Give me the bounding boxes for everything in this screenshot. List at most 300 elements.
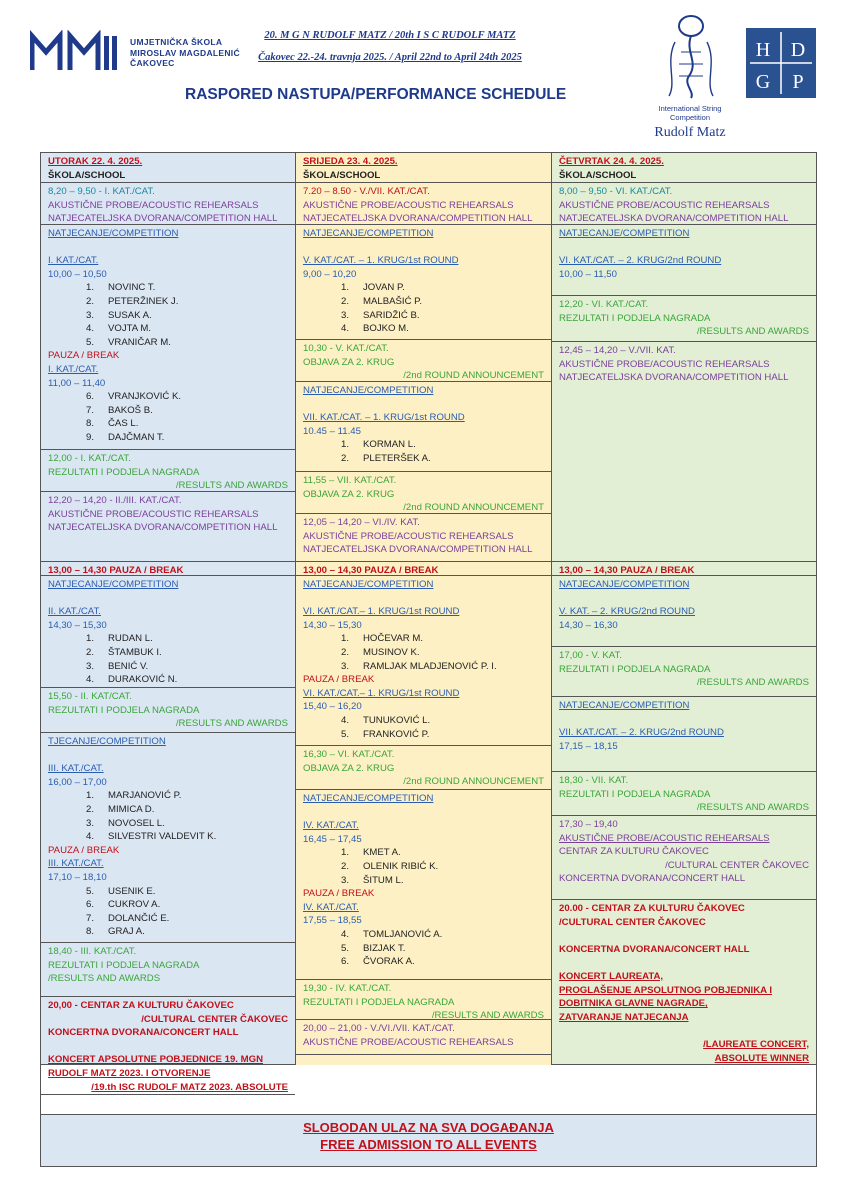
competition-name: Rudolf Matz xyxy=(654,125,726,140)
performer-entry xyxy=(48,660,288,674)
performer-entry xyxy=(48,309,288,323)
performer-number: 1. xyxy=(340,633,349,645)
schedule-line: KONCERTNA DVORANA/CONCERT HALL xyxy=(559,873,746,885)
hdgp-letter: D xyxy=(790,39,806,61)
spacer xyxy=(48,1040,288,1054)
schedule-cell xyxy=(41,688,295,733)
performer-number: 6. xyxy=(340,956,349,968)
schedule-line: 13,00 – 14,30 PAUZA / BREAK xyxy=(303,565,439,576)
performer-entry xyxy=(48,830,288,844)
schedule-line: 13,00 – 14,30 PAUZA / BREAK xyxy=(48,565,184,576)
schedule-line: 18,30 - VII. KAT. xyxy=(559,775,629,786)
schedule-line: NATJECANJE/COMPETITION xyxy=(48,228,179,239)
schedule-line: 16,00 – 17,00 xyxy=(48,776,107,788)
schedule-line: NATJECANJE/COMPETITION xyxy=(303,385,434,396)
schedule-line: /RESULTS AND AWARDS xyxy=(696,802,809,814)
performer-number: 1. xyxy=(340,847,349,859)
performer-entry xyxy=(303,309,544,323)
performer-entry xyxy=(48,632,288,646)
performer-number: 4. xyxy=(85,674,94,686)
schedule-cell xyxy=(41,943,295,997)
performer-entry xyxy=(303,714,544,728)
schedule-line: 15,40 – 16,20 xyxy=(303,701,362,713)
schedule-line: KONCERT APSOLUTNE POBJEDNICE 19. MGN xyxy=(48,1054,263,1065)
day-column-tuesday xyxy=(41,153,296,1093)
performer-entry xyxy=(303,660,544,674)
schedule-line: V. KAT. – 2. KRUG/2nd ROUND xyxy=(559,606,695,618)
performer-entry xyxy=(48,817,288,831)
performer-number: 3. xyxy=(340,660,349,672)
performer-entry xyxy=(48,912,288,926)
performer-entry xyxy=(48,885,288,899)
spacer xyxy=(303,806,544,820)
schedule-line: 18,40 - III. KAT./CAT. xyxy=(48,946,137,957)
schedule-cell xyxy=(41,450,295,492)
schedule-line: RUDOLF MATZ 2023. I OTVORENJE xyxy=(48,1068,211,1079)
performer-name: JOVAN P. xyxy=(363,282,405,294)
performer-number: 2. xyxy=(85,646,94,658)
spacer xyxy=(559,929,809,943)
school-logo xyxy=(30,30,125,72)
performer-number: 6. xyxy=(85,391,94,403)
schedule-cell xyxy=(552,816,816,900)
performer-name: HOČEVAR M. xyxy=(363,633,424,645)
schedule-line: KONCERTNA DVORANA/CONCERT HALL xyxy=(559,943,750,955)
schedule-line: 12,20 - VI. KAT./CAT. xyxy=(559,299,649,310)
performer-entry xyxy=(48,295,288,309)
schedule-line: 17,30 – 19,40 xyxy=(559,819,618,830)
schedule-line: REZULTATI I PODJELA NAGRADA xyxy=(48,466,200,478)
schedule-line: 12,20 – 14,20 - II./III. KAT./CAT. xyxy=(48,495,182,506)
schedule-cell xyxy=(41,576,295,688)
performer-name: TUNUKOVIĆ L. xyxy=(363,714,431,726)
spacer xyxy=(48,241,288,255)
performer-name: BENIĆ V. xyxy=(108,660,149,672)
schedule-cell xyxy=(296,562,551,576)
schedule-line: NATJECANJE/COMPETITION xyxy=(559,228,690,239)
performer-name: GRAJ A. xyxy=(108,926,145,938)
schedule-line: NATJECANJE/COMPETITION xyxy=(559,579,690,590)
schedule-line: NATJECATELJSKA DVORANA/COMPETITION HALL xyxy=(48,213,278,225)
schedule-line: OBJAVA ZA 2. KRUG xyxy=(303,488,395,500)
competition-subtitle xyxy=(640,104,740,122)
schedule-line: 16,30 – VI. KAT./CAT. xyxy=(303,749,395,760)
schedule-line: PAUZA / BREAK xyxy=(48,350,120,362)
schedule-line: 17,00 - V. KAT. xyxy=(559,650,622,661)
schedule-line: II. KAT./CAT. xyxy=(48,606,101,618)
schedule-cell xyxy=(296,153,551,183)
schedule-line: ZATVARANJE NATJECANJA xyxy=(559,1011,689,1023)
performer-number: 7. xyxy=(85,404,94,416)
schedule-line: ŠKOLA/SCHOOL xyxy=(303,169,381,181)
schedule-line: CENTAR ZA KULTURU ČAKOVEC xyxy=(559,846,709,858)
day-column-thursday xyxy=(552,153,816,1065)
schedule-line: I. KAT./CAT. xyxy=(48,363,99,375)
schedule-line: 20.00 - CENTAR ZA KULTURU ČAKOVEC xyxy=(559,903,745,914)
schedule-cell xyxy=(552,576,816,647)
schedule-line: /RESULTS AND AWARDS xyxy=(175,480,288,492)
schedule-line: VI. KAT./CAT.– 1. KRUG/1st ROUND xyxy=(303,687,460,699)
schedule-line: 14,30 – 15,30 xyxy=(48,619,107,631)
performer-entry xyxy=(48,925,288,939)
performer-entry xyxy=(303,646,544,660)
schedule-line: /19.th ISC RUDOLF MATZ 2023. ABSOLUTE xyxy=(91,1081,288,1093)
performer-name: TOMLJANOVIĆ A. xyxy=(363,928,443,940)
schedule-line: V. KAT./CAT. – 1. KRUG/1st ROUND xyxy=(303,255,459,267)
schedule-line: 19,30 - IV. KAT./CAT. xyxy=(303,983,392,994)
schedule-line: REZULTATI I PODJELA NAGRADA xyxy=(559,663,711,675)
schedule-line: 10,00 – 10,50 xyxy=(48,268,107,280)
performer-number: 3. xyxy=(85,817,94,829)
performer-name: MIMICA D. xyxy=(108,803,155,815)
performer-number: 2. xyxy=(340,646,349,658)
performer-entry xyxy=(303,452,544,466)
schedule-cell xyxy=(296,746,551,790)
performer-number: 1. xyxy=(340,282,349,294)
performer-entry xyxy=(303,295,544,309)
schedule-line: REZULTATI I PODJELA NAGRADA xyxy=(559,312,711,324)
schedule-line: AKUSTIČNE PROBE/ACOUSTIC REHEARSALS xyxy=(303,530,514,542)
performer-entry xyxy=(303,281,544,295)
schedule-line: 12,45 – 14,20 – V./VII. KAT. xyxy=(559,345,676,356)
performer-number: 6. xyxy=(85,899,94,911)
performer-number: 5. xyxy=(85,885,94,897)
performer-number: 5. xyxy=(340,728,349,740)
schedule-line: 8,20 – 9,50 - I. KAT./CAT. xyxy=(48,186,155,197)
event-heading xyxy=(240,30,540,74)
schedule-line: NATJECATELJSKA DVORANA/COMPETITION HALL xyxy=(559,372,789,384)
schedule-line: /2nd ROUND ANNOUNCEMENT xyxy=(403,776,544,788)
schedule-cell xyxy=(41,225,295,450)
schedule-line: REZULTATI I PODJELA NAGRADA xyxy=(303,996,455,1008)
schedule-line: 11,00 – 11,40 xyxy=(48,377,106,389)
performer-entry xyxy=(48,646,288,660)
schedule-line: KONCERTNA DVORANA/CONCERT HALL xyxy=(48,1027,239,1039)
schedule-line: NATJECANJE/COMPETITION xyxy=(559,700,690,711)
schedule-line: /RESULTS AND AWARDS xyxy=(696,677,809,689)
competition-logo xyxy=(640,12,740,147)
schedule-line: NATJECATELJSKA DVORANA/COMPETITION HALL xyxy=(303,544,533,556)
schedule-line: NATJECANJE/COMPETITION xyxy=(303,228,434,239)
spacer xyxy=(559,1024,809,1038)
performer-name: DAJČMAN T. xyxy=(108,431,165,443)
schedule-line: IV. KAT./CAT. xyxy=(303,820,359,832)
schedule-line: 17,55 – 18,55 xyxy=(303,915,362,927)
performer-entry xyxy=(303,728,544,742)
schedule-line: /RESULTS AND AWARDS xyxy=(48,973,161,985)
performer-name: VRANJKOVIĆ K. xyxy=(108,391,182,403)
school-name-line: UMJETNIČKA ŠKOLA xyxy=(130,37,223,47)
performer-name: MARJANOVIĆ P. xyxy=(108,790,182,802)
schedule-line: 17,10 – 18,10 xyxy=(48,871,107,883)
schedule-cell xyxy=(296,472,551,514)
page-title: RASPORED NASTUPA/PERFORMANCE SCHEDULE xyxy=(185,86,567,103)
schedule-line: OBJAVA ZA 2. KRUG xyxy=(303,356,395,368)
free-admission-line: FREE ADMISSION TO ALL EVENTS xyxy=(320,1137,537,1152)
schedule-line: REZULTATI I PODJELA NAGRADA xyxy=(559,788,711,800)
schedule-cell xyxy=(552,647,816,697)
performer-number: 4. xyxy=(340,928,349,940)
performer-number: 2. xyxy=(340,295,349,307)
performer-entry xyxy=(48,898,288,912)
schedule-line: 9,00 – 10,20 xyxy=(303,268,357,280)
performer-entry xyxy=(303,874,544,888)
day-column-wednesday xyxy=(296,153,552,1065)
schedule-line: UTORAK 22. 4. 2025. xyxy=(48,156,143,167)
performer-name: BAKOŠ B. xyxy=(108,404,153,416)
schedule-line: III. KAT./CAT. xyxy=(48,858,104,870)
schedule-line: NATJECATELJSKA DVORANA/COMPETITION HALL xyxy=(559,213,789,225)
schedule-line: /2nd ROUND ANNOUNCEMENT xyxy=(403,502,544,514)
schedule-line: NATJECATELJSKA DVORANA/COMPETITION HALL xyxy=(48,522,278,534)
schedule-line: /CULTURAL CENTER ČAKOVEC xyxy=(665,859,809,871)
schedule-line: PROGLAŠENJE APSOLUTNOG POBJEDNIKA I xyxy=(559,984,773,996)
spacer xyxy=(303,592,544,606)
performer-number: 3. xyxy=(340,309,349,321)
performer-number: 5. xyxy=(340,942,349,954)
schedule-line: PAUZA / BREAK xyxy=(303,888,375,900)
performer-entry xyxy=(48,281,288,295)
performer-name: BOJKO M. xyxy=(363,323,409,335)
performer-name: ČAS L. xyxy=(108,418,139,430)
schedule-line: III. KAT./CAT. xyxy=(48,763,104,775)
schedule-line: 10.45 – 11.45 xyxy=(303,425,361,437)
schedule-cell xyxy=(296,183,551,225)
event-title: 20. M G N RUDOLF MATZ / 20th I S C RUDOLF MATZ xyxy=(264,30,516,41)
schedule-cell xyxy=(552,183,816,225)
schedule-cell xyxy=(41,492,295,562)
schedule-line: PAUZA / BREAK xyxy=(303,674,375,686)
schedule-line: REZULTATI I PODJELA NAGRADA xyxy=(48,704,200,716)
schedule-line: 7.20 – 8.50 - V./VII. KAT./CAT. xyxy=(303,186,430,197)
schedule-line: 20,00 - CENTAR ZA KULTURU ČAKOVEC xyxy=(48,1000,234,1011)
performer-number: 1. xyxy=(340,439,349,451)
performer-entry xyxy=(48,390,288,404)
schedule-line: AKUSTIČNE PROBE/ACOUSTIC REHEARSALS xyxy=(48,508,259,520)
competition-subtitle-line: Competition xyxy=(669,113,711,122)
schedule-line: /LAUREATE CONCERT, xyxy=(703,1038,809,1050)
schedule-cell xyxy=(552,296,816,342)
schedule-line: 14,30 – 15,30 xyxy=(303,619,362,631)
schedule-line: AKUSTIČNE PROBE/ACOUSTIC REHEARSALS xyxy=(559,199,770,211)
competition-subtitle-line: International String xyxy=(658,104,722,113)
schedule-cell xyxy=(41,562,295,576)
schedule-line: 16,45 – 17,45 xyxy=(303,833,362,845)
performer-entry xyxy=(303,928,544,942)
performer-name: KORMAN L. xyxy=(363,439,416,451)
schedule-line: VI. KAT./CAT.– 1. KRUG/1st ROUND xyxy=(303,606,460,618)
performer-name: FRANKOVIĆ P. xyxy=(363,728,430,740)
performer-entry xyxy=(303,955,544,969)
schedule-line: AKUSTIČNE PROBE/ACOUSTIC REHEARSALS xyxy=(48,199,259,211)
performer-name: USENIK E. xyxy=(108,885,156,897)
performer-entry xyxy=(48,417,288,431)
performer-name: NOVOSEL L. xyxy=(108,817,165,829)
hdgp-letter: H xyxy=(755,39,771,61)
performer-entry xyxy=(48,803,288,817)
schedule-line: /RESULTS AND AWARDS xyxy=(175,718,288,730)
spacer xyxy=(559,592,809,606)
performer-entry xyxy=(48,336,288,350)
schedule-cell xyxy=(552,697,816,772)
spacer xyxy=(303,398,544,412)
schedule-line: TJECANJE/COMPETITION xyxy=(48,736,166,747)
schedule-line: NATJECANJE/COMPETITION xyxy=(303,579,434,590)
performer-number: 9. xyxy=(85,431,94,443)
schedule-cell xyxy=(552,562,816,576)
performer-name: SUSAK A. xyxy=(108,309,152,321)
performer-number: 2. xyxy=(340,860,349,872)
schedule-line: /2nd ROUND ANNOUNCEMENT xyxy=(403,370,544,382)
schedule-cell xyxy=(552,342,816,562)
performer-name: ŠTAMBUK I. xyxy=(108,646,162,658)
violin-scroll-icon xyxy=(655,12,725,100)
performer-number: 4. xyxy=(340,714,349,726)
free-admission-banner xyxy=(41,1114,816,1166)
schedule-cell xyxy=(552,772,816,816)
schedule-line: KONCERT LAUREATA, xyxy=(559,970,664,982)
schedule-line: 20,00 – 21,00 - V./VI./VII. KAT./CAT. xyxy=(303,1023,455,1034)
schedule-line: NATJECANJE/COMPETITION xyxy=(48,579,179,590)
schedule-cell xyxy=(41,733,295,943)
performer-number: 3. xyxy=(85,660,94,672)
performer-name: VOJTA M. xyxy=(108,323,151,335)
schedule-line: AKUSTIČNE PROBE/ACOUSTIC REHEARSALS xyxy=(303,199,514,211)
schedule-line: 11,55 – VII. KAT./CAT. xyxy=(303,475,397,486)
performer-number: 1. xyxy=(85,633,94,645)
schedule-line: AKUSTIČNE PROBE/ACOUSTIC REHEARSALS xyxy=(559,832,770,844)
schedule-line: /RESULTS AND AWARDS xyxy=(696,326,809,338)
performer-name: RUDAN L. xyxy=(108,633,153,645)
spacer xyxy=(559,713,809,727)
schedule-cell xyxy=(41,997,295,1065)
schedule-line: 10,30 - V. KAT./CAT. xyxy=(303,343,389,354)
schedule-line: ŠKOLA/SCHOOL xyxy=(559,169,637,181)
schedule-line: 12,05 – 14,20 – VI./IV. KAT. xyxy=(303,517,420,528)
performer-number: 4. xyxy=(85,323,94,335)
schedule-cell xyxy=(296,514,551,562)
schedule-cell xyxy=(296,225,551,340)
performer-entry xyxy=(303,860,544,874)
performer-number: 4. xyxy=(85,831,94,843)
performer-entry xyxy=(48,789,288,803)
performer-name: DURAKOVIĆ N. xyxy=(108,674,178,686)
schedule-line: 12,00 - I. KAT./CAT. xyxy=(48,453,131,464)
performer-name: SILVESTRI VALDEVIT K. xyxy=(108,831,217,843)
performer-name: OLENIK RIBIĆ K. xyxy=(363,860,439,872)
performer-name: ŠITUM L. xyxy=(363,874,404,886)
performer-entry xyxy=(303,632,544,646)
spacer xyxy=(559,241,809,255)
schedule-line: /CULTURAL CENTER ČAKOVEC xyxy=(141,1013,288,1025)
schedule-line: 10,00 – 11,50 xyxy=(559,268,617,280)
performer-number: 1. xyxy=(85,790,94,802)
schedule-line: VI. KAT./CAT. – 2. KRUG/2nd ROUND xyxy=(559,255,722,267)
performer-entry xyxy=(303,438,544,452)
school-name-line: ČAKOVEC xyxy=(130,58,175,68)
performer-entry xyxy=(48,431,288,445)
spacer xyxy=(303,241,544,255)
performer-number: 8. xyxy=(85,418,94,430)
schedule-line: VII. KAT./CAT. – 1. KRUG/1st ROUND xyxy=(303,412,465,424)
schedule-line: 15,50 - II. KAT/CAT. xyxy=(48,691,132,702)
schedule-cell xyxy=(552,153,816,183)
performer-entry xyxy=(48,322,288,336)
performer-entry xyxy=(48,673,288,687)
performer-name: SARIDŽIĆ B. xyxy=(363,309,420,321)
schedule-line: 13,00 – 14,30 PAUZA / BREAK xyxy=(559,565,695,576)
spacer xyxy=(559,956,809,970)
performer-name: BIZJAK T. xyxy=(363,942,406,954)
schedule-line: ČETVRTAK 24. 4. 2025. xyxy=(559,156,664,167)
schedule-line: IV. KAT./CAT. xyxy=(303,901,359,913)
schedule-line: I. KAT./CAT. xyxy=(48,255,99,267)
spacer xyxy=(48,592,288,606)
performer-name: CUKROV A. xyxy=(108,899,161,911)
hdgp-logo xyxy=(746,28,816,98)
performer-number: 3. xyxy=(85,309,94,321)
performer-entry xyxy=(303,942,544,956)
schedule-line: /CULTURAL CENTER ČAKOVEC xyxy=(559,916,706,928)
schedule-line: ŠKOLA/SCHOOL xyxy=(48,169,126,181)
performer-name: VRANIČAR M. xyxy=(108,336,171,348)
performer-name: PETERŽINEK J. xyxy=(108,295,179,307)
schedule-line: AKUSTIČNE PROBE/ACOUSTIC REHEARSALS xyxy=(303,1036,514,1048)
schedule-line: OBJAVA ZA 2. KRUG xyxy=(303,762,395,774)
schedule-line: PAUZA / BREAK xyxy=(48,844,120,856)
spacer xyxy=(48,749,288,763)
schedule-line: NATJECANJE/COMPETITION xyxy=(303,793,434,804)
performer-entry xyxy=(303,846,544,860)
schedule-line: AKUSTIČNE PROBE/ACOUSTIC REHEARSALS xyxy=(559,358,770,370)
schedule-table xyxy=(40,152,817,1167)
schedule-line: VII. KAT./CAT. – 2. KRUG/2nd ROUND xyxy=(559,727,724,739)
performer-number: 4. xyxy=(340,323,349,335)
schedule-cell xyxy=(41,1065,295,1095)
schedule-line: 17,15 – 18,15 xyxy=(559,740,618,752)
performer-entry xyxy=(303,322,544,336)
schedule-line: SRIJEDA 23. 4. 2025. xyxy=(303,156,398,167)
free-admission-line: SLOBODAN ULAZ NA SVA DOGAĐANJA xyxy=(303,1120,554,1135)
hdgp-letter: G xyxy=(755,71,771,93)
schedule-line: 8,00 – 9,50 - VI. KAT./CAT. xyxy=(559,186,673,197)
schedule-line: ABSOLUTE WINNER xyxy=(714,1052,809,1064)
performer-number: 2. xyxy=(340,452,349,464)
hdgp-letter: P xyxy=(792,71,804,93)
schedule-line: DOBITNIKA GLAVNE NAGRADE, xyxy=(559,998,708,1010)
schedule-line: 14,30 – 16,30 xyxy=(559,619,618,631)
performer-name: ČVORAK A. xyxy=(363,956,415,968)
schedule-cell xyxy=(552,225,816,296)
performer-number: 8. xyxy=(85,926,94,938)
performer-name: RAMLJAK MLADJENOVIĆ P. I. xyxy=(363,660,497,672)
schedule-line: REZULTATI I PODJELA NAGRADA xyxy=(48,959,200,971)
schedule-cell xyxy=(296,980,551,1020)
performer-number: 7. xyxy=(85,912,94,924)
performer-number: 3. xyxy=(340,874,349,886)
schedule-line: NATJECATELJSKA DVORANA/COMPETITION HALL xyxy=(303,213,533,225)
schedule-cell xyxy=(296,576,551,746)
performer-number: 1. xyxy=(85,282,94,294)
schedule-cell xyxy=(296,340,551,382)
performer-name: PLETERŠEK A. xyxy=(363,452,431,464)
performer-name: NOVINC T. xyxy=(108,282,156,294)
schedule-cell xyxy=(296,1020,551,1055)
schedule-cell xyxy=(296,790,551,980)
performer-name: DOLANČIĆ E. xyxy=(108,912,170,924)
performer-number: 2. xyxy=(85,803,94,815)
schedule-cell xyxy=(296,382,551,472)
